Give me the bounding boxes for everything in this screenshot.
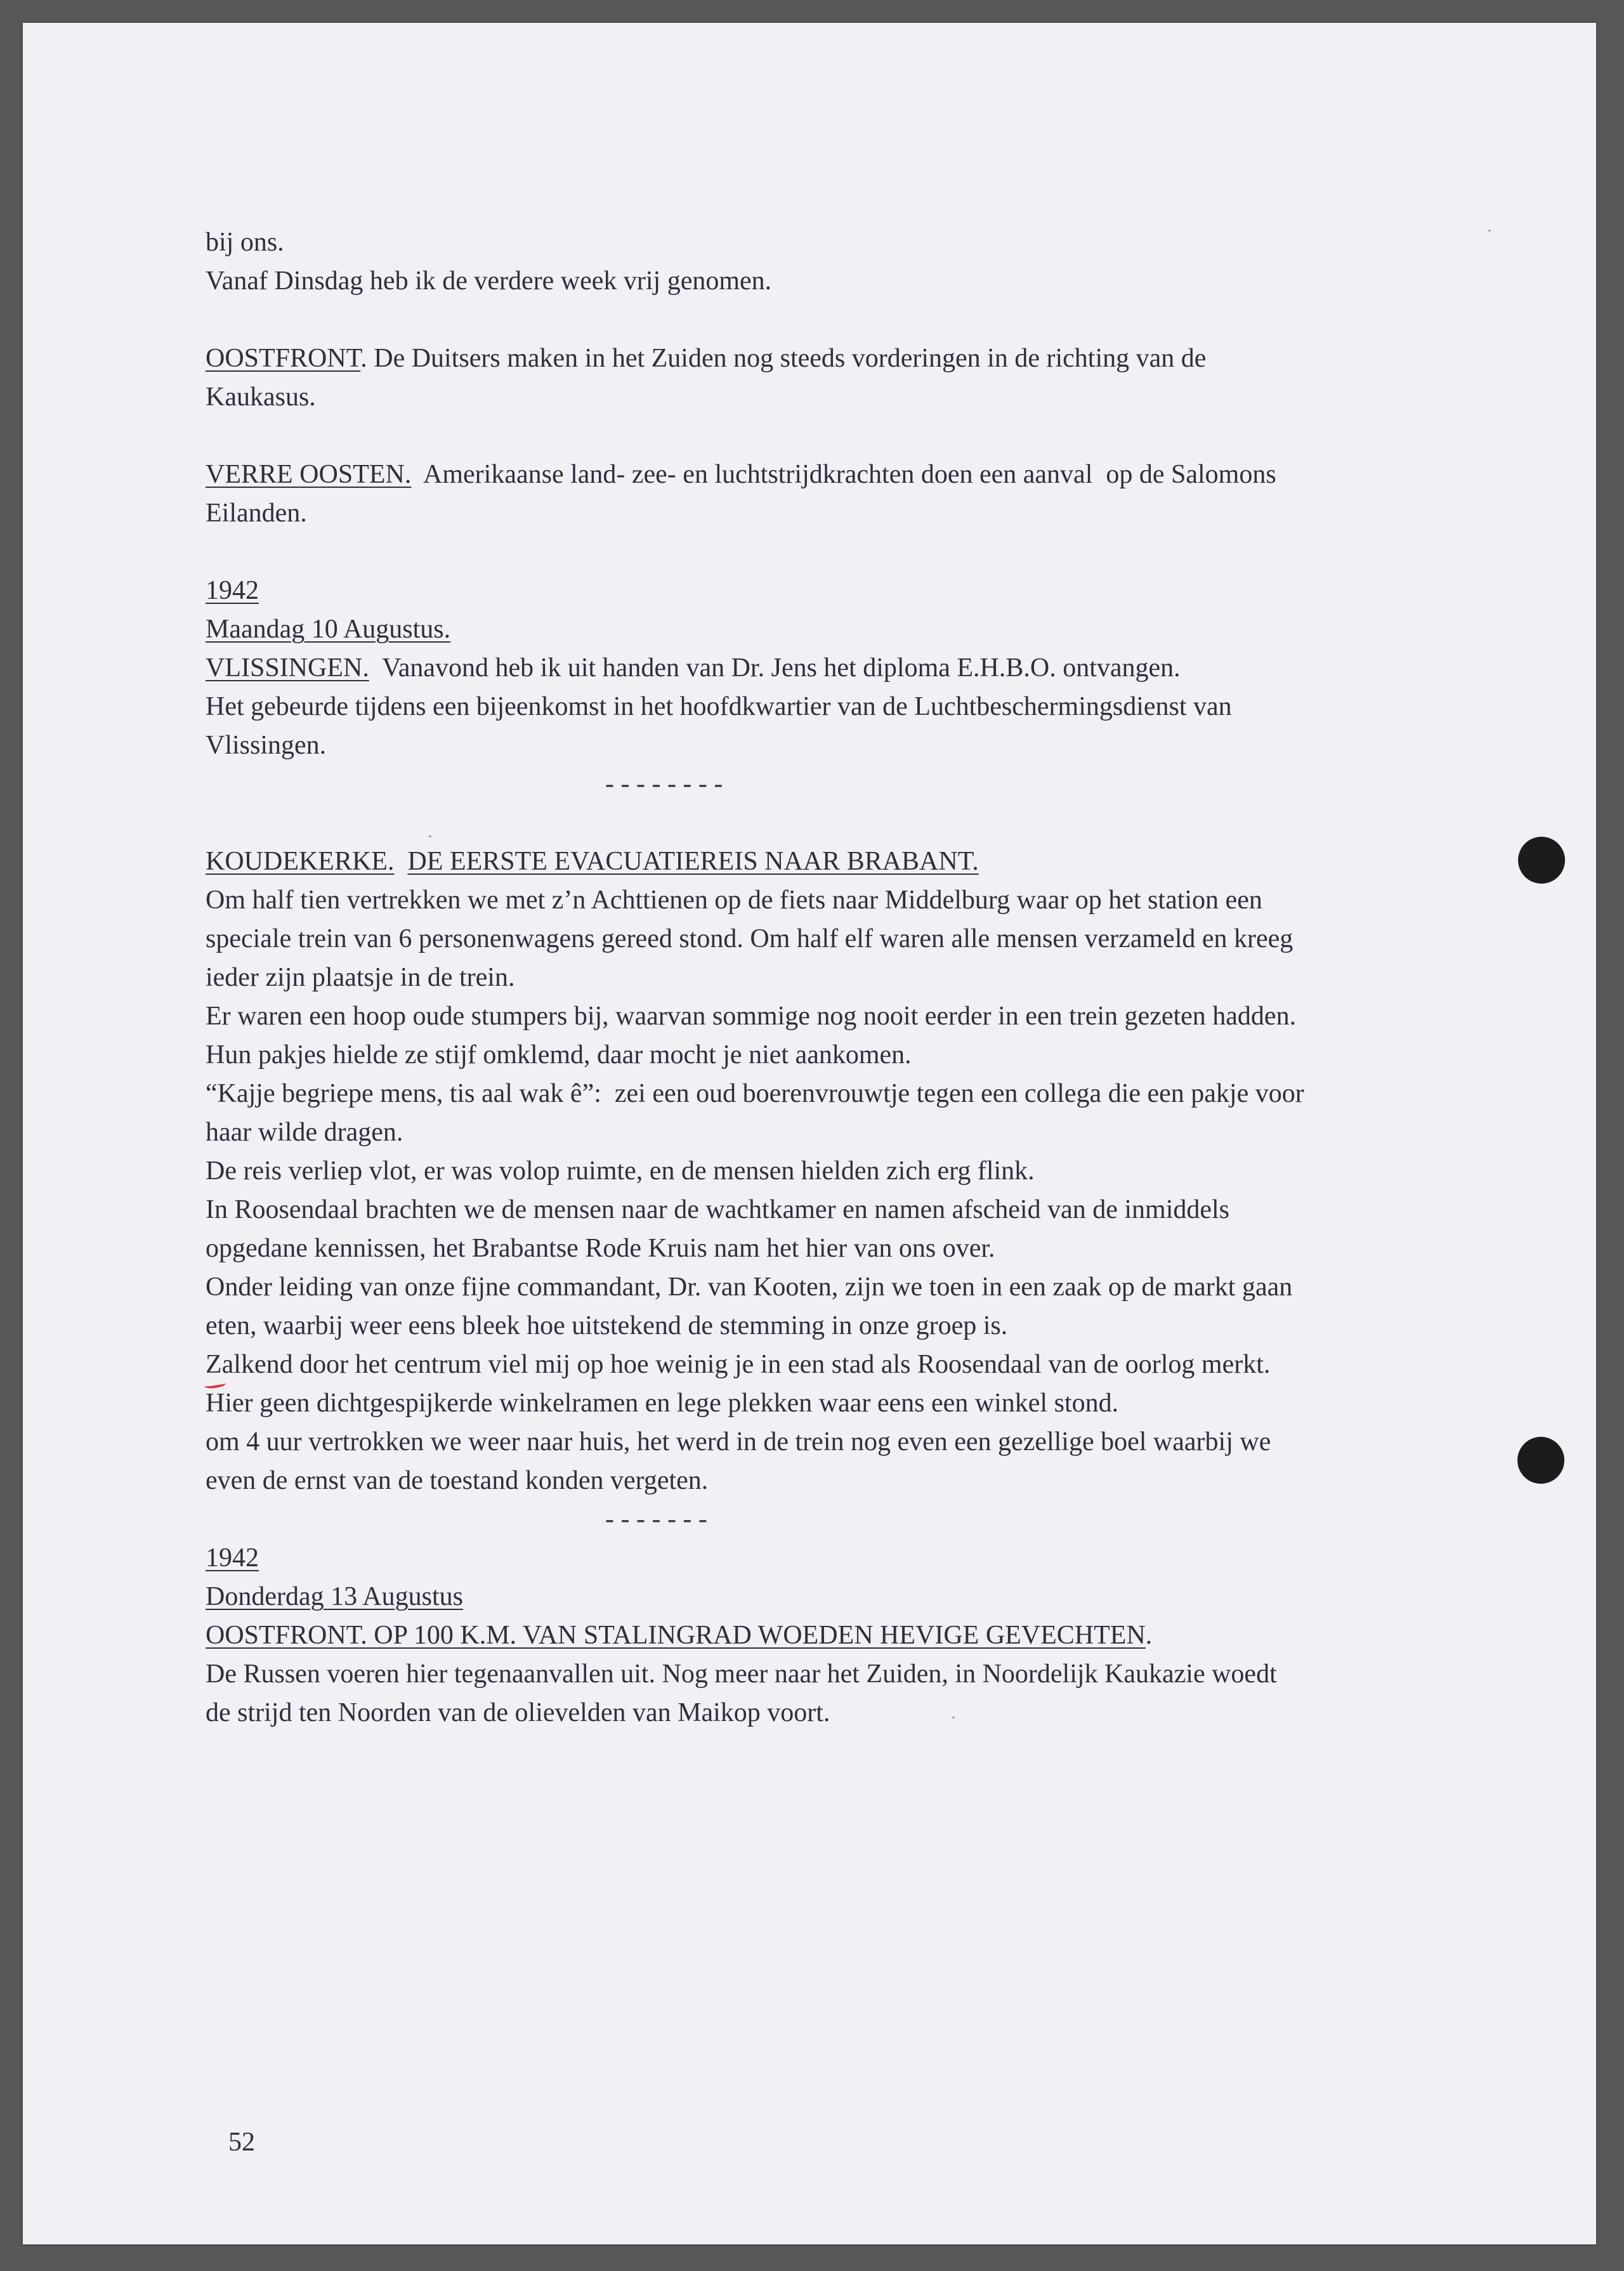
text-line: In Roosendaal brachten we de mensen naar de wachtkamer en namen afscheid van de inmiddels [206, 1195, 1230, 1224]
text-line: Vanaf Dinsdag heb ik de verdere week vrij genomen. [206, 266, 772, 296]
entry-date: Donderdag 13 Augustus [206, 1582, 463, 1611]
paper-speck [952, 1717, 955, 1718]
blank-line [206, 301, 1462, 339]
punch-hole [1517, 1437, 1564, 1484]
text-line: Het gebeurde tijdens een bijeenkomst in het hoofdkwartier van de Luchtbeschermingsdienst van [206, 692, 1232, 721]
page-number: 52 [228, 2128, 255, 2157]
entry-year: 1942 [206, 1543, 259, 1573]
oostfront-stalingrad-heading-line: OOSTFRONT. OP 100 K.M. VAN STALINGRAD WOEDEN HEVIGE GEVECHTEN. [206, 1621, 1153, 1650]
text-line: De reis verliep vlot, er was volop ruimte, en de mensen hielden zich erg flink. [206, 1156, 1035, 1186]
oostfront-heading: OOSTFRONT [206, 344, 361, 373]
entry-date: Maandag 10 Augustus. [206, 615, 451, 644]
text-line: “Kajje begriepe mens, tis aal wak ê”: zei een oud boerenvrouwtje tegen een collega die een pakje voor [206, 1079, 1304, 1108]
oostfront-stalingrad-heading: OOSTFRONT. OP 100 K.M. VAN STALINGRAD WOEDEN HEVIGE GEVECHTEN [206, 1621, 1146, 1650]
text-line: Hier geen dichtgespijkerde winkelramen en lege plekken waar eens een winkel stond. [206, 1389, 1119, 1418]
koudekerke-heading-line [206, 842, 1462, 881]
vlissingen-text: Vanavond heb ik uit handen van Dr. Jens het diploma E.H.B.O. ontvangen. [369, 653, 1181, 683]
text-line: Er waren een hoop oude stumpers bij, waarvan sommige nog nooit eerder in een trein gezeten hadden. [206, 1002, 1297, 1031]
text-line: even de ernst van de toestand konden vergeten. [206, 1466, 709, 1495]
document-page [23, 23, 1596, 2244]
text-line: haar wilde dragen. [206, 1118, 403, 1147]
text-line: opgedane kennissen, het Brabantse Rode Kruis nam het hier van ons over. [206, 1234, 995, 1263]
koudekerke-place: KOUDEKERKE. [206, 847, 395, 876]
text-line: De Russen voeren hier tegenaanvallen uit. Nog meer naar het Zuiden, in Noordelijk Kaukazie woedt [206, 1659, 1277, 1689]
vlissingen-heading: VLISSINGEN. [206, 653, 369, 683]
text-line: Onder leiding van onze fijne commandant, Dr. van Kooten, zijn we toen in een zaak op de markt gaan [206, 1273, 1293, 1302]
text-line: Om half tien vertrekken we met z’n Achttienen op de fiets naar Middelburg waar op het station een [206, 886, 1262, 915]
entry-year: 1942 [206, 576, 259, 605]
text-line: speciale trein van 6 personenwagens gereed stond. Om half elf waren alle mensen verzameld en kreeg [206, 924, 1293, 953]
vlissingen-paragraph-line [206, 649, 1462, 688]
oostfront-paragraph-line [206, 339, 1462, 378]
oostfront-text: . De Duitsers maken in het Zuiden nog steeds vorderingen in de richting van de [360, 344, 1207, 373]
text-line: om 4 uur vertrokken we weer naar huis, het werd in de trein nog even een gezellige boel waarbij we [206, 1427, 1271, 1456]
text-line: Eilanden. [206, 499, 307, 528]
blank-line [206, 533, 1462, 572]
text-line: Vlissingen. [206, 731, 327, 760]
blank-line [206, 417, 1462, 455]
verre-oosten-paragraph-line [206, 455, 1462, 494]
section-separator: - - - - - - - [605, 1505, 707, 1534]
text-line: de strijd ten Noorden van de olievelden van Maikop voort. [206, 1698, 830, 1727]
paper-speck [429, 835, 431, 837]
text-line: bij ons. [206, 228, 284, 257]
highlighted-line: Zalkend door het centrum viel mij op hoe weinig je in een stad als Roosendaal van de oorlog merkt. [206, 1350, 1271, 1379]
paper-speck [1488, 230, 1491, 232]
text-line: Hun pakjes hielde ze stijf omklemd, daar mocht je niet aankomen. [206, 1040, 912, 1070]
punch-hole [1518, 837, 1565, 884]
diary-text [206, 223, 1462, 1732]
text-line: ieder zijn plaatsje in de trein. [206, 963, 515, 992]
verre-oosten-text: Amerikaanse land- zee- en luchtstrijdkrachten doen een aanval op de Salomons [411, 460, 1276, 489]
text-line: eten, waarbij weer eens bleek hoe uitstekend de stemming in onze groep is. [206, 1311, 1008, 1340]
text-line: Kaukasus. [206, 383, 316, 412]
highlighter-mark: Za [206, 1350, 234, 1379]
koudekerke-title: DE EERSTE EVACUATIEREIS NAAR BRABANT. [407, 847, 979, 876]
section-separator: - - - - - - - - [605, 769, 723, 799]
verre-oosten-heading: VERRE OOSTEN. [206, 460, 412, 489]
blank-line [206, 804, 1462, 842]
